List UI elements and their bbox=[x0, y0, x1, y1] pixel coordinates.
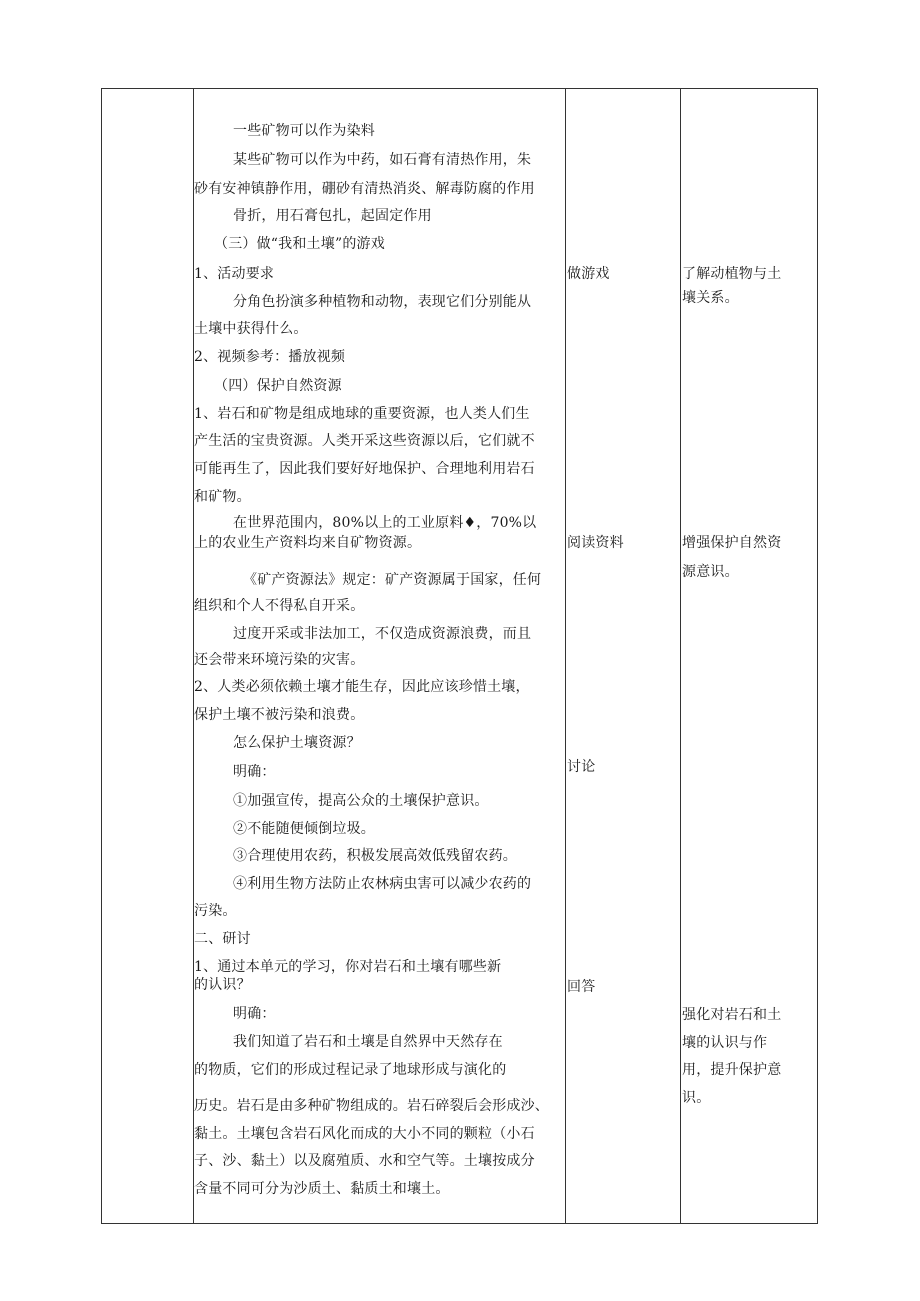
content-line: 污染。 bbox=[194, 903, 237, 919]
content-heading: 二、研讨 bbox=[194, 931, 251, 947]
content-line: 土壤中获得什么。 bbox=[194, 321, 308, 337]
content-line: 黏土。土壤包含岩石风化而成的大小不同的颗粒（小石 bbox=[194, 1126, 535, 1142]
content-line: 子、沙、黏土）以及腐殖质、水和空气等。土壤按成分 bbox=[194, 1153, 535, 1169]
content-line: 还会带来环境污染的灾害。 bbox=[194, 652, 365, 668]
content-line: 明确： bbox=[233, 764, 276, 780]
content-line: 砂有安神镇静作用，硼砂有清热消炎、解毒防腐的作用 bbox=[194, 181, 535, 197]
content-line: 的物质，它们的形成过程记录了地球形成与演化的 bbox=[194, 1062, 507, 1078]
purpose-line: 了解动植物与土 bbox=[682, 266, 782, 282]
content-line: 我们知道了岩石和土壤是自然界中天然存在 bbox=[233, 1034, 503, 1050]
content-line: 2、视频参考：播放视频 bbox=[194, 349, 346, 365]
column-divider bbox=[565, 88, 566, 1224]
content-line: 骨折，用石膏包扎，起固定作用 bbox=[233, 208, 432, 224]
content-line: 《矿产资源法》规定：矿产资源属于国家，任何 bbox=[243, 572, 542, 588]
content-line: 产生活的宝贵资源。人类开采这些资源以后，它们就不 bbox=[194, 433, 535, 449]
content-heading: （三）做“我和土壤”的游戏 bbox=[214, 236, 385, 252]
activity-cell: 讨论 bbox=[567, 759, 596, 775]
content-line: 历史。岩石是由多种矿物组成的。岩石碎裂后会形成沙、 bbox=[194, 1098, 549, 1114]
content-line: 过度开采或非法加工，不仅造成资源浪费，而且 bbox=[233, 626, 532, 642]
content-line: 含量不同可分为沙质土、黏质土和壤土。 bbox=[194, 1181, 450, 1197]
content-line: 保护土壤不被污染和浪费。 bbox=[194, 707, 365, 723]
content-line: 分角色扮演多种植物和动物，表现它们分别能从 bbox=[233, 294, 532, 310]
content-line: 和矿物。 bbox=[194, 489, 251, 505]
content-heading: （四）保护自然资源 bbox=[214, 378, 342, 394]
content-line: 某些矿物可以作为中药，如石膏有清热作用，朱 bbox=[233, 152, 532, 168]
purpose-line: 强化对岩石和土 bbox=[682, 1007, 782, 1023]
content-line: 明确： bbox=[233, 1006, 276, 1022]
activity-cell: 阅读资料 bbox=[567, 535, 624, 551]
activity-cell: 回答 bbox=[567, 979, 596, 995]
content-line: 1、活动要求 bbox=[194, 266, 275, 282]
activity-cell: 做游戏 bbox=[567, 266, 610, 282]
purpose-line: 用，提升保护意 bbox=[682, 1062, 782, 1078]
content-line: 一些矿物可以作为染料 bbox=[233, 123, 375, 139]
purpose-line: 壤关系。 bbox=[682, 290, 739, 306]
purpose-line: 识。 bbox=[682, 1090, 711, 1106]
list-item: ④利用生物方法防止农林病虫害可以减少农药的 bbox=[233, 876, 532, 892]
content-line: 1、通过本单元的学习，你对岩石和土壤有哪些新 bbox=[194, 959, 502, 975]
purpose-line: 壤的认识与作 bbox=[682, 1035, 768, 1051]
purpose-line: 源意识。 bbox=[682, 564, 739, 580]
content-line: 怎么保护土壤资源？ bbox=[233, 735, 361, 751]
list-item: ①加强宣传，提高公众的土壤保护意识。 bbox=[233, 793, 489, 809]
column-divider bbox=[680, 88, 681, 1224]
list-item: ③合理使用农药，积极发展高效低残留农药。 bbox=[233, 848, 517, 864]
content-line: 2、人类必须依赖土壤才能生存，因此应该珍惜土壤， bbox=[194, 679, 530, 695]
content-line: 1、岩石和矿物是组成地球的重要资源，也人类人们生 bbox=[194, 406, 530, 422]
content-line: 的认识？ bbox=[194, 977, 251, 993]
content-line: 组织和个人不得私自开采。 bbox=[194, 598, 365, 614]
purpose-line: 增强保护自然资 bbox=[682, 535, 782, 551]
content-line: 可能再生了，因此我们要好好地保护、合理地利用岩石 bbox=[194, 461, 535, 477]
content-line: 上的农业生产资料均来自矿物资源。 bbox=[194, 535, 422, 551]
content-line: 在世界范围内，80%以上的工业原料♦，70%以 bbox=[233, 515, 537, 531]
list-item: ②不能随便倾倒垃圾。 bbox=[233, 821, 375, 837]
